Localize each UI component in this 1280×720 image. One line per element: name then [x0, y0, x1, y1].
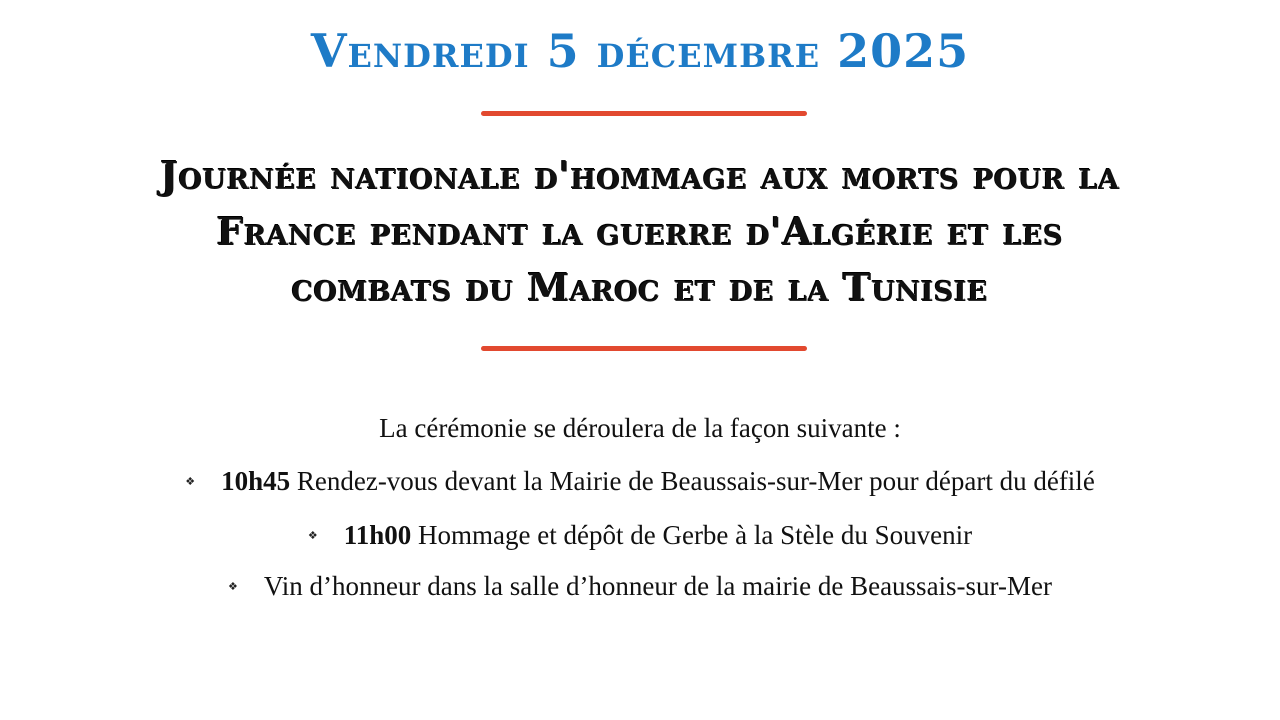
diamond-bullet-icon: ❖: [185, 475, 196, 488]
item-text: Rendez-vous devant la Mairie de Beaussais-sur-Mer pour départ du défilé: [290, 466, 1095, 496]
item-text: Hommage et dépôt de Gerbe à la Stèle du Souvenir: [411, 520, 973, 550]
event-date: Vendredi 5 décembre 2025: [310, 24, 970, 78]
intro-text: La cérémonie se déroulera de la façon suivante :: [379, 413, 901, 443]
item-time: 11h00: [343, 520, 412, 550]
title-line-2: France pendant la guerre d'Algérie et les: [216, 209, 1064, 254]
diamond-bullet-icon: ❖: [228, 580, 238, 593]
title-line-1: Journée nationale d'hommage aux morts pour la: [160, 153, 1120, 198]
title-line-3: combats du Maroc et de la Tunisie: [291, 265, 989, 310]
program-item: [0, 568, 1280, 607]
program-item: [0, 517, 1280, 556]
program-item: [0, 463, 1280, 502]
diamond-bullet-icon: ❖: [307, 529, 318, 542]
divider-top: [481, 111, 807, 116]
item-text: Vin d’honneur dans la salle d’honneur de la mairie de Beaussais-sur-Mer: [263, 571, 1052, 601]
item-time: 10h45: [221, 466, 291, 496]
divider-bottom: [481, 346, 807, 351]
event-title: [10, 148, 1270, 316]
